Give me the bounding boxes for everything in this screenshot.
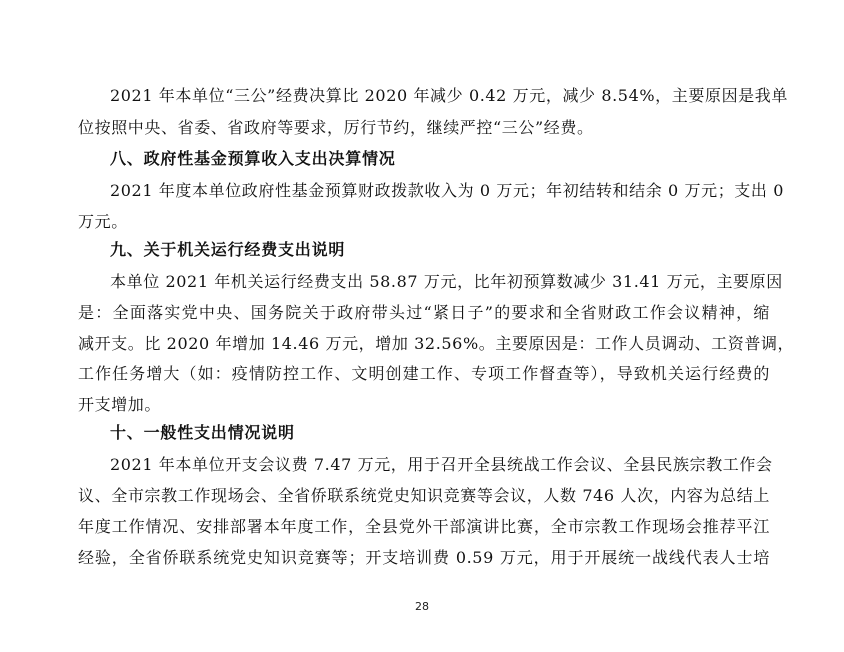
section-heading: 八、政府性基金预算收入支出决算情况	[110, 149, 396, 168]
paragraph-line: 2021 年本单位“三公”经费决算比 2020 年减少 0.42 万元，减少 8.54%，主要原因是我单	[110, 86, 788, 105]
paragraph-line: 本单位 2021 年机关运行经费支出 58.87 万元，比年初预算数减少 31.41 万元，主要原因	[110, 272, 783, 291]
section-heading: 九、关于机关运行经费支出说明	[110, 240, 346, 259]
paragraph-line: 2021 年度本单位政府性基金预算财政拨款收入为 0 万元；年初结转和结余 0 万元；支出 0	[110, 181, 784, 200]
paragraph-line: 2021 年本单位开支会议费 7.47 万元，用于召开全县统战工作会议、全县民族宗教工作会	[110, 455, 773, 474]
page-number: 28	[415, 600, 429, 613]
paragraph-line: 位按照中央、省委、省政府等要求，厉行节约，继续严控“三公”经费。	[78, 118, 594, 137]
paragraph-line: 经验，全省侨联系统党史知识竞赛等；开支培训费 0.59 万元，用于开展统一战线代表人士培	[78, 548, 770, 567]
paragraph-line: 年度工作情况、安排部署本年度工作，全县党外干部演讲比赛，全市宗教工作现场会推荐平江	[78, 517, 770, 536]
paragraph-line: 议、全市宗教工作现场会、全省侨联系统党史知识竞赛等会议，人数 746 人次，内容为总结上	[78, 486, 770, 505]
paragraph-line: 万元。	[78, 212, 128, 231]
paragraph-line: 开支增加。	[78, 395, 162, 414]
paragraph-line: 工作任务增大（如：疫情防控工作、文明创建工作、专项工作督查等），导致机关运行经费的	[78, 364, 770, 383]
section-heading: 十、一般性支出情况说明	[110, 423, 295, 442]
paragraph-line: 是：全面落实党中央、国务院关于政府带头过“紧日子”的要求和全省财政工作会议精神，缩	[78, 303, 770, 322]
paragraph-line: 减开支。比 2020 年增加 14.46 万元，增加 32.56%。主要原因是：工作人员调动、工资普调，	[78, 334, 795, 353]
